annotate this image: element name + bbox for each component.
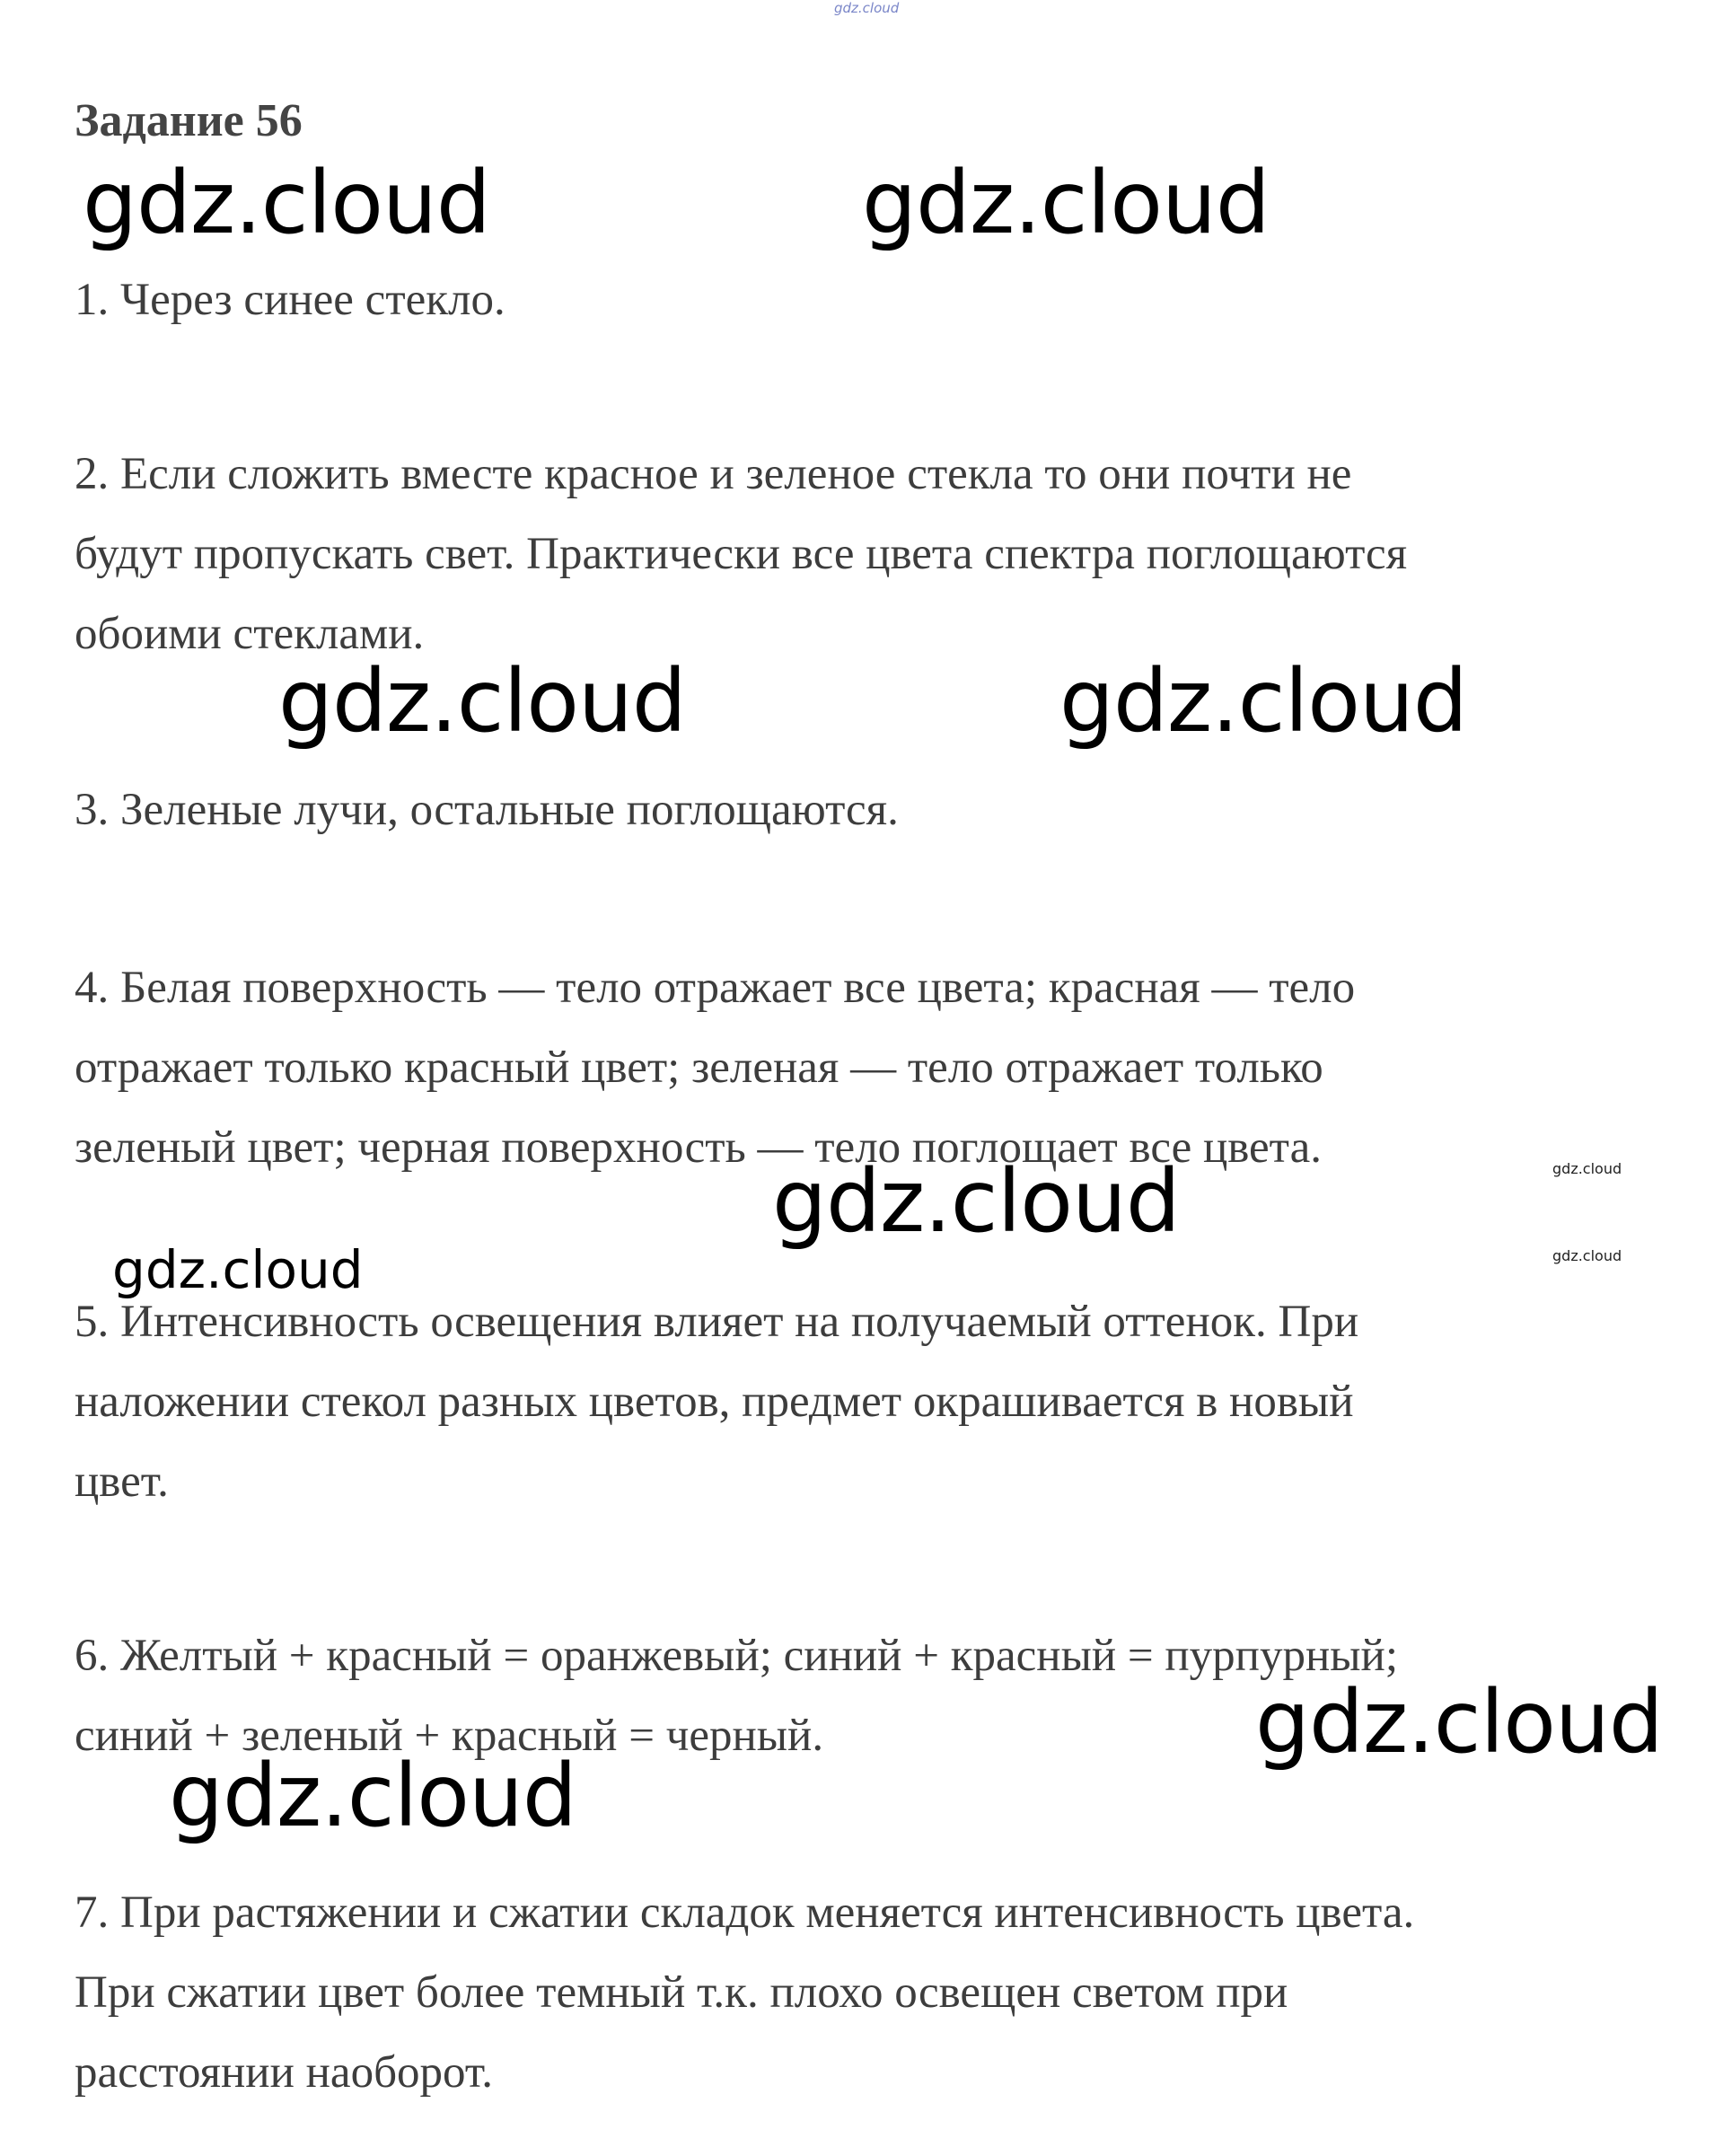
watermark: gdz.cloud (83, 153, 490, 253)
page-title: Задание 56 (75, 95, 303, 146)
answer-2: 2. Если сложить вместе красное и зеленое стекла то они почти не будут пропускать свет. Практически все цвета спектра поглощаются обоими стеклами. (75, 449, 1408, 659)
top-watermark: gdz.cloud (834, 0, 900, 16)
watermark: gdz.cloud (862, 153, 1270, 253)
answer-5: 5. Интенсивность освещения влияет на получаемый оттенок. При наложении стекол разных цветов, предмет окрашивается в новый цвет. (75, 1297, 1359, 1507)
answer-7: 7. При растяжении и сжатии складок меняется интенсивность цвета. При сжатии цвет более темный т.к. плохо освещен светом при расстоянии наоборот. (75, 1888, 1415, 2098)
watermark: gdz.cloud (1552, 1160, 1622, 1177)
watermark: gdz.cloud (112, 1239, 364, 1300)
watermark: gdz.cloud (1552, 1247, 1622, 1264)
answer-4: 4. Белая поверхность — тело отражает все цвета; красная — тело отражает только красный цвет; зеленая — тело отражает только зеленый цвет; черная поверхность — тело поглощает все цвета. (75, 963, 1356, 1173)
answer-1: 1. Через синее стекло. (75, 275, 505, 325)
watermark: gdz.cloud (1059, 651, 1467, 752)
answer-3: 3. Зеленые лучи, остальные поглощаются. (75, 785, 899, 835)
watermark: gdz.cloud (1255, 1672, 1663, 1773)
answer-6: 6. Желтый + красный = оранжевый; синий + красный = пурпурный; синий + зеленый + красный = черный. (75, 1631, 1398, 1761)
watermark: gdz.cloud (169, 1746, 576, 1846)
watermark: gdz.cloud (278, 651, 686, 752)
watermark: gdz.cloud (772, 1151, 1180, 1252)
